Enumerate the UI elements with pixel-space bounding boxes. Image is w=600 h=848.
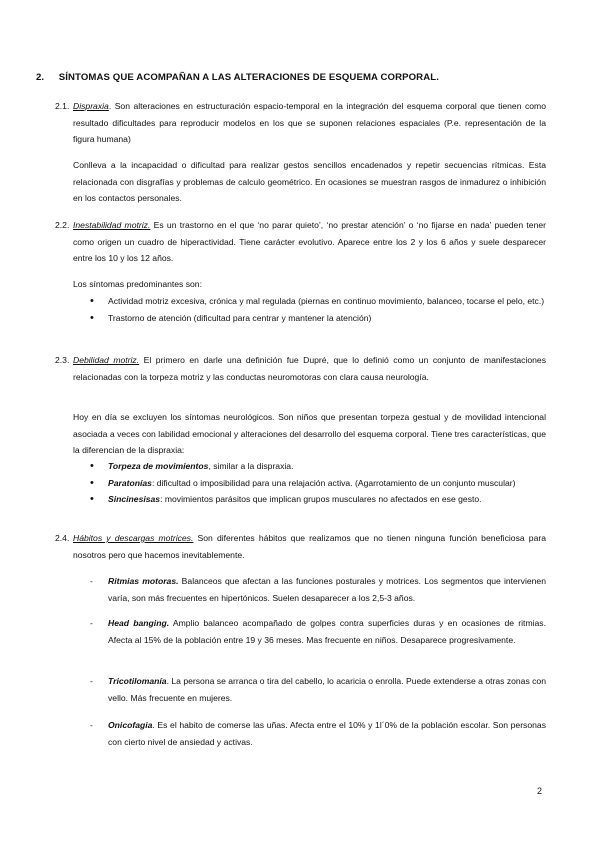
list-item: • Trastorno de atención (dificultad para centrar y mantener la atención) bbox=[90, 311, 372, 324]
characteristics-list bbox=[90, 458, 546, 508]
subsection-number-2-2: 2.2. bbox=[55, 220, 70, 230]
habitos-definition: Son diferentes hábitos que realizamos que no tienen ninguna función beneficiosa para nosotros pero que hacemos inevitablemente. bbox=[73, 533, 546, 560]
subsection-inestabilidad bbox=[73, 217, 546, 267]
term-habitos: Hábitos y descargas motrices. bbox=[73, 533, 194, 543]
habit-item: - Ritmias motoras. Balanceos que afectan a las funciones posturales y motrices. Los segmentos que intervienen varía, son más frecuentes en hipertónicos. Suelen desaparecer a los 2,5-3 años. bbox=[90, 573, 546, 606]
list-item: • Sincinesisas: movimientos parásitos que implican grupos musculares no afectados en ese gesto. bbox=[90, 493, 482, 506]
list-item: • Torpeza de movimientos, similar a la dispraxia. bbox=[90, 460, 294, 472]
dash-icon: - bbox=[90, 676, 93, 686]
subsection-number-2-4: 2.4. bbox=[55, 533, 70, 543]
debilidad-paragraph-2: Hoy en día se excluyen los síntomas neurológicos. Son niños que presentan torpeza gestual y de movilidad intencional asociada a veces con labilidad emocional y alteraciones del desarrollo del esquema corporal. Tiene tres características, que la diferencian de la dispraxia: bbox=[73, 412, 546, 456]
dispraxia-definition: . Son alteraciones en estructuración espacio-temporal en la integración del esquema corporal que tienen como resultado dificultades para reproducir modelos en los que se suponen relaciones espaciales (P.e. representación de la figura humana) bbox=[73, 101, 546, 145]
bullet-icon: • bbox=[90, 295, 94, 307]
subsection-debilidad bbox=[73, 352, 546, 385]
dash-icon: - bbox=[90, 576, 93, 586]
section-number: 2. bbox=[36, 72, 45, 83]
list-item: • Paratonías: dificultad o imposibilidad para una relajación activa. (Agarrotamiento de un conjunto muscular) bbox=[90, 476, 516, 489]
bullet-icon: • bbox=[90, 493, 94, 506]
bullet-icon: • bbox=[90, 460, 94, 472]
list-item: • Actividad motriz excesiva, crónica y mal regulada (piernas en continuo movimiento, balanceo, tocarse el pelo, etc.) bbox=[90, 295, 545, 307]
bullet-icon: • bbox=[90, 311, 94, 324]
habit-item: - Onicofagia. Es el habito de comerse las uñas. Afecta entre el 10% y 1l´0% de la población escolar. Son personas con cierto nivel de ansiedad y activas. bbox=[90, 717, 546, 750]
section-title: SÍNTOMAS QUE ACOMPAÑAN A LAS ALTERACIONES DE ESQUEMA CORPORAL. bbox=[58, 72, 439, 83]
debilidad-definition: El primero en darle una definición fue Dupré, que lo definió como un conjunto de manifestaciones relacionadas con la torpeza motriz y las conductas neuromotoras con clara causa neurología. bbox=[73, 355, 547, 382]
subsection-dispraxia bbox=[73, 98, 546, 148]
section-heading bbox=[36, 72, 439, 83]
dash-icon: - bbox=[90, 618, 93, 628]
bullet-icon: • bbox=[90, 476, 94, 489]
subsection-number-2-3: 2.3. bbox=[55, 355, 70, 365]
habit-item: - Head banging. Amplio balanceo acompañado de golpes contra superficies duras y en ocasiones de ritmias. Afecta al 15% de la población entre 19 y 36 meses. Mas frecuente en niños. Desaparece progresivamente. bbox=[90, 615, 546, 648]
inestabilidad-definition: Es un trastorno en el que ‘no parar quieto’, ‘no prestar atención’ o ‘no fijarse en nada’ pueden tener como origen un cuadro de hiperactividad. Tiene carácter evolutivo. Aparece entre los 2 y los 6 años y suele desparecer entre los 10 y los 12 años. bbox=[73, 220, 546, 264]
symptoms-intro: Los síntomas predominantes son: bbox=[73, 279, 202, 289]
dispraxia-paragraph-2: Conlleva a la incapacidad o dificultad para realizar gestos sencillos encadenados y repetir secuencias rítmicas. Esta relacionada con disgrafías y problemas de calculo geométrico. En ocasiones se muestran rasgos de inmadurez o inhibición en los contactos personales. bbox=[73, 160, 546, 204]
term-dispraxia: Dispraxia bbox=[73, 101, 109, 111]
term-debilidad: Debilidad motriz. bbox=[73, 355, 140, 365]
dash-icon: - bbox=[90, 720, 93, 730]
subsection-number-2-1: 2.1. bbox=[55, 101, 70, 111]
habit-item: - Tricotilomanía. La persona se arranca o tira del cabello, lo acaricia o enrolla. Puede extenderse a otras zonas con vello. Más frecuente en mujeres. bbox=[90, 673, 546, 706]
subsection-habitos bbox=[73, 530, 546, 563]
symptoms-list bbox=[90, 293, 546, 326]
term-inestabilidad: Inestabilidad motriz. bbox=[73, 220, 151, 230]
page-number: 2 bbox=[537, 786, 543, 796]
